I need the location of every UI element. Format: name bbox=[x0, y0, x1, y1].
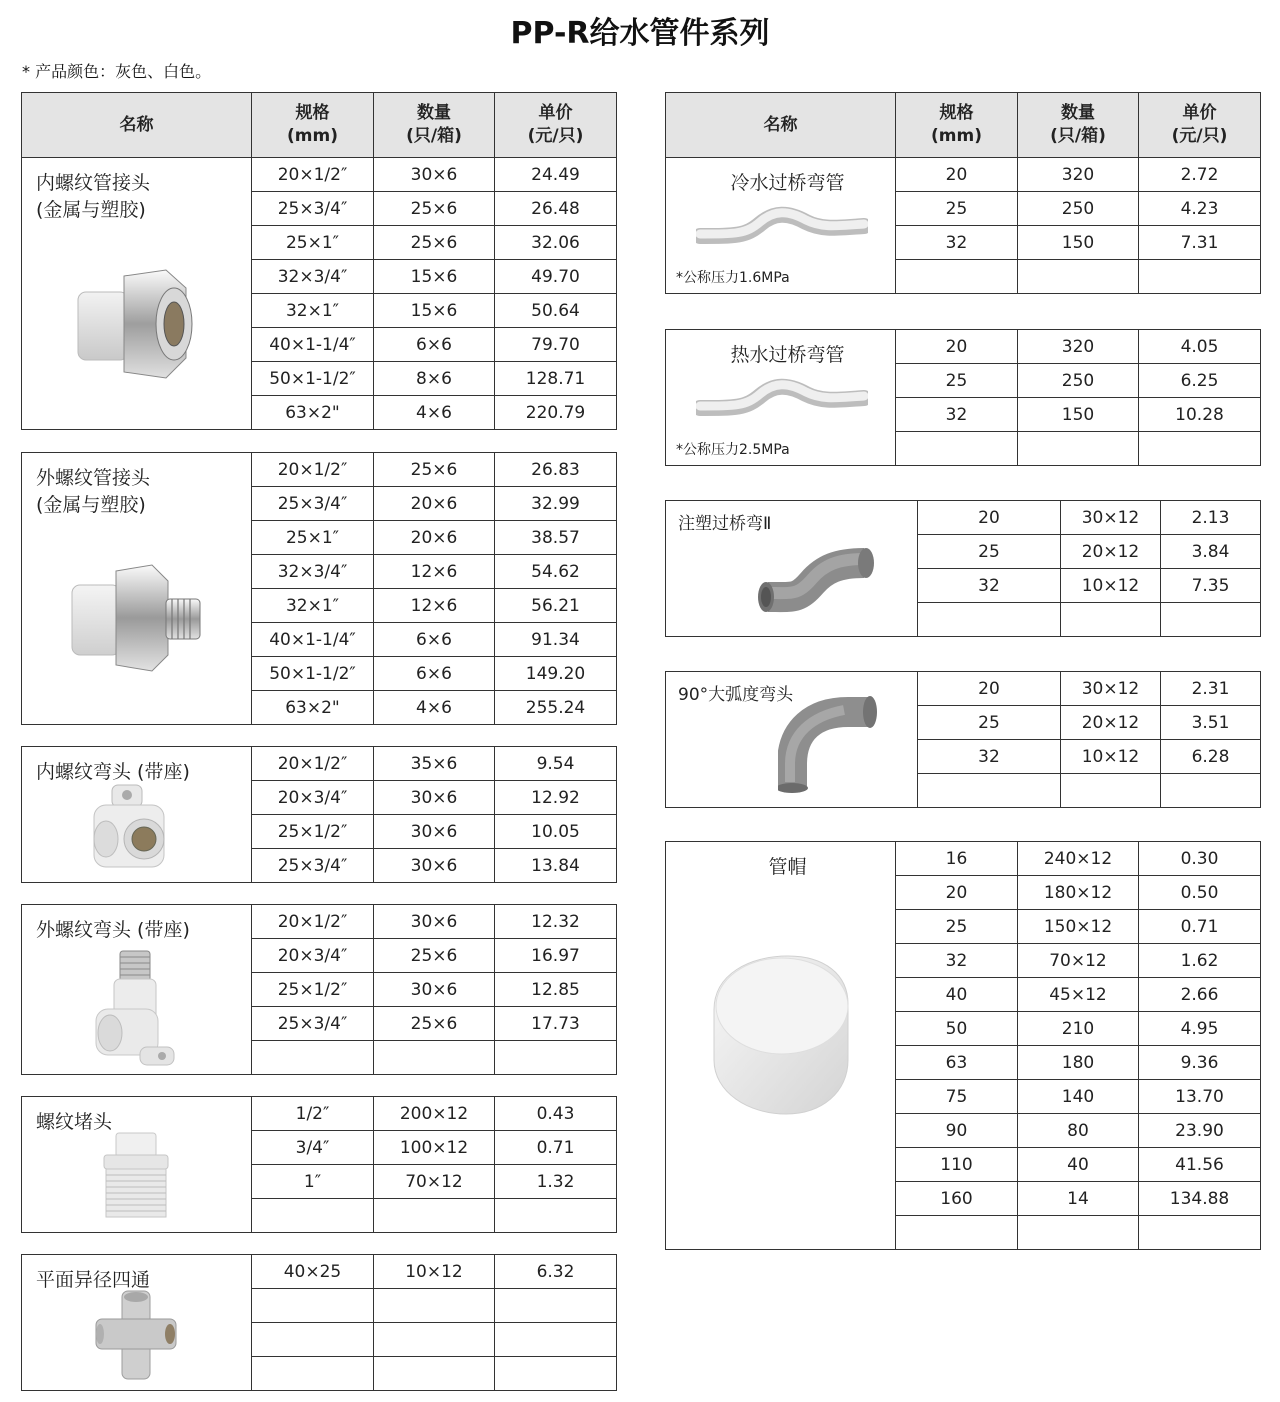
price-cell bbox=[1139, 1216, 1261, 1250]
table-row bbox=[22, 158, 617, 192]
product-table-female-elbow-seat bbox=[21, 746, 617, 883]
spec-cell: 25×3/4″ bbox=[252, 1007, 374, 1041]
price-cell: 38.57 bbox=[495, 521, 617, 555]
product-name: 内螺纹管接头 (金属与塑胶) bbox=[36, 172, 151, 221]
spec-cell: 16 bbox=[896, 842, 1018, 876]
table-row bbox=[22, 905, 617, 939]
qty-cell: 70×12 bbox=[374, 1165, 495, 1199]
product-name: 注塑过桥弯Ⅱ bbox=[678, 514, 772, 534]
spec-cell: 25 bbox=[896, 364, 1018, 398]
spec-cell: 40 bbox=[896, 978, 1018, 1012]
price-cell: 91.34 bbox=[495, 623, 617, 657]
price-cell: 12.32 bbox=[495, 905, 617, 939]
qty-cell: 30×6 bbox=[374, 815, 495, 849]
price-cell: 2.66 bbox=[1139, 978, 1261, 1012]
spec-cell: 25 bbox=[918, 706, 1061, 740]
header-table-left bbox=[21, 92, 617, 158]
qty-cell: 45×12 bbox=[1018, 978, 1139, 1012]
qty-cell: 30×6 bbox=[374, 849, 495, 883]
qty-cell: 200×12 bbox=[374, 1097, 495, 1131]
spec-cell: 20×1/2″ bbox=[252, 747, 374, 781]
spec-cell: 32×3/4″ bbox=[252, 260, 374, 294]
qty-cell: 150×12 bbox=[1018, 910, 1139, 944]
spec-cell: 25×3/4″ bbox=[252, 192, 374, 226]
qty-cell bbox=[374, 1199, 495, 1233]
spec-cell: 1/2″ bbox=[252, 1097, 374, 1131]
qty-cell bbox=[374, 1041, 495, 1075]
male-elbow-seat-image bbox=[90, 949, 180, 1069]
product-name: 平面异径四通 bbox=[36, 1269, 151, 1291]
table-row bbox=[666, 158, 1261, 192]
price-cell: 3.84 bbox=[1161, 535, 1261, 569]
qty-cell bbox=[1018, 432, 1139, 466]
price-cell: 50.64 bbox=[495, 294, 617, 328]
price-cell: 4.95 bbox=[1139, 1012, 1261, 1046]
product-name: 90°大弧度弯头 bbox=[678, 685, 794, 705]
spec-cell: 75 bbox=[896, 1080, 1018, 1114]
qty-cell: 30×6 bbox=[374, 158, 495, 192]
price-cell bbox=[495, 1199, 617, 1233]
price-cell: 255.24 bbox=[495, 691, 617, 725]
price-cell: 6.25 bbox=[1139, 364, 1261, 398]
qty-cell: 20×12 bbox=[1061, 706, 1161, 740]
qty-cell: 15×6 bbox=[374, 260, 495, 294]
qty-cell: 25×6 bbox=[374, 939, 495, 973]
table-row bbox=[666, 672, 1261, 706]
spec-cell: 20 bbox=[918, 672, 1061, 706]
qty-cell: 30×6 bbox=[374, 905, 495, 939]
price-cell: 32.99 bbox=[495, 487, 617, 521]
price-cell: 24.49 bbox=[495, 158, 617, 192]
product-table-cold-crossover bbox=[665, 157, 1261, 294]
qty-cell: 100×12 bbox=[374, 1131, 495, 1165]
price-cell: 0.43 bbox=[495, 1097, 617, 1131]
pressure-note: *公称压力1.6MPa bbox=[676, 270, 790, 286]
spec-cell bbox=[896, 432, 1018, 466]
qty-cell: 240×12 bbox=[1018, 842, 1139, 876]
spec-cell bbox=[896, 1216, 1018, 1250]
qty-cell: 210 bbox=[1018, 1012, 1139, 1046]
product-name: 外螺纹弯头 (带座) bbox=[36, 919, 190, 941]
spec-cell: 32×1″ bbox=[252, 589, 374, 623]
price-cell: 9.54 bbox=[495, 747, 617, 781]
spec-cell: 1″ bbox=[252, 1165, 374, 1199]
price-cell: 7.35 bbox=[1161, 569, 1261, 603]
price-cell: 9.36 bbox=[1139, 1046, 1261, 1080]
qty-cell: 30×6 bbox=[374, 781, 495, 815]
spec-cell: 50×1-1/2″ bbox=[252, 657, 374, 691]
qty-cell: 4×6 bbox=[374, 691, 495, 725]
price-cell bbox=[495, 1041, 617, 1075]
qty-cell: 25×6 bbox=[374, 453, 495, 487]
product-table-reducing-cross bbox=[21, 1254, 617, 1391]
qty-cell: 150 bbox=[1018, 226, 1139, 260]
price-cell: 10.28 bbox=[1139, 398, 1261, 432]
thread-plug-image bbox=[94, 1129, 178, 1221]
qty-cell: 25×6 bbox=[374, 226, 495, 260]
spec-cell: 20×1/2″ bbox=[252, 158, 374, 192]
spec-cell: 32 bbox=[896, 398, 1018, 432]
table-row bbox=[666, 501, 1261, 535]
spec-cell: 32 bbox=[896, 226, 1018, 260]
spec-cell: 110 bbox=[896, 1148, 1018, 1182]
molded-crossover-image bbox=[754, 547, 878, 615]
price-cell: 79.70 bbox=[495, 328, 617, 362]
pipe-cap-image bbox=[710, 952, 852, 1118]
qty-cell: 35×6 bbox=[374, 747, 495, 781]
qty-cell bbox=[1061, 603, 1161, 637]
price-cell bbox=[495, 1357, 617, 1391]
color-note: * 产品颜色：灰色、白色。 bbox=[22, 62, 212, 81]
spec-cell: 40×25 bbox=[252, 1255, 374, 1289]
price-cell bbox=[1139, 432, 1261, 466]
qty-cell: 12×6 bbox=[374, 555, 495, 589]
qty-cell: 4×6 bbox=[374, 396, 495, 430]
female-union-image bbox=[74, 266, 200, 384]
price-cell bbox=[1161, 603, 1261, 637]
qty-cell: 20×12 bbox=[1061, 535, 1161, 569]
product-name-cell bbox=[666, 158, 896, 294]
spec-cell: 3/4″ bbox=[252, 1131, 374, 1165]
table-row bbox=[666, 842, 1261, 876]
product-name: 管帽 bbox=[768, 856, 807, 878]
price-cell: 0.71 bbox=[1139, 910, 1261, 944]
price-cell: 7.31 bbox=[1139, 226, 1261, 260]
spec-cell: 25 bbox=[918, 535, 1061, 569]
price-cell: 2.13 bbox=[1161, 501, 1261, 535]
price-cell: 41.56 bbox=[1139, 1148, 1261, 1182]
product-name-cell bbox=[666, 330, 896, 466]
spec-cell: 25×3/4″ bbox=[252, 487, 374, 521]
cold-crossover-image bbox=[696, 202, 868, 248]
product-name: 热水过桥弯管 bbox=[730, 344, 845, 366]
spec-cell: 20 bbox=[896, 158, 1018, 192]
product-name-cell bbox=[22, 158, 252, 430]
spec-cell: 20×1/2″ bbox=[252, 905, 374, 939]
spec-cell: 32 bbox=[896, 944, 1018, 978]
header-spec: 规格 (mm) bbox=[252, 93, 374, 158]
qty-cell bbox=[374, 1323, 495, 1357]
qty-cell: 10×12 bbox=[374, 1255, 495, 1289]
qty-cell: 320 bbox=[1018, 330, 1139, 364]
qty-cell: 10×12 bbox=[1061, 740, 1161, 774]
spec-cell bbox=[252, 1289, 374, 1323]
qty-cell bbox=[1061, 774, 1161, 808]
spec-cell: 32×1″ bbox=[252, 294, 374, 328]
price-cell: 12.92 bbox=[495, 781, 617, 815]
product-table-molded-crossover bbox=[665, 500, 1261, 637]
product-name-cell bbox=[22, 1255, 252, 1391]
price-cell: 10.05 bbox=[495, 815, 617, 849]
reducing-cross-image bbox=[92, 1289, 180, 1381]
male-union-image bbox=[68, 563, 204, 673]
product-table-long-radius-elbow bbox=[665, 671, 1261, 808]
price-cell: 16.97 bbox=[495, 939, 617, 973]
spec-cell: 20 bbox=[896, 330, 1018, 364]
qty-cell: 20×6 bbox=[374, 521, 495, 555]
spec-cell: 20×1/2″ bbox=[252, 453, 374, 487]
qty-cell: 30×12 bbox=[1061, 672, 1161, 706]
qty-cell: 10×12 bbox=[1061, 569, 1161, 603]
price-cell: 13.70 bbox=[1139, 1080, 1261, 1114]
qty-cell: 6×6 bbox=[374, 623, 495, 657]
spec-cell: 32 bbox=[918, 740, 1061, 774]
spec-cell: 50 bbox=[896, 1012, 1018, 1046]
price-cell: 12.85 bbox=[495, 973, 617, 1007]
spec-cell: 25×1/2″ bbox=[252, 815, 374, 849]
price-cell: 128.71 bbox=[495, 362, 617, 396]
qty-cell: 14 bbox=[1018, 1182, 1139, 1216]
long-radius-elbow-image bbox=[778, 694, 878, 794]
product-table-male-elbow-seat bbox=[21, 904, 617, 1075]
price-cell: 2.72 bbox=[1139, 158, 1261, 192]
qty-cell: 180 bbox=[1018, 1046, 1139, 1080]
price-cell: 23.90 bbox=[1139, 1114, 1261, 1148]
price-cell: 0.30 bbox=[1139, 842, 1261, 876]
price-cell: 13.84 bbox=[495, 849, 617, 883]
price-cell bbox=[1161, 774, 1261, 808]
price-cell: 6.28 bbox=[1161, 740, 1261, 774]
qty-cell bbox=[1018, 260, 1139, 294]
spec-cell: 63×2" bbox=[252, 691, 374, 725]
spec-cell: 25×1″ bbox=[252, 521, 374, 555]
spec-cell: 50×1-1/2″ bbox=[252, 362, 374, 396]
spec-cell: 25×3/4″ bbox=[252, 849, 374, 883]
qty-cell: 25×6 bbox=[374, 192, 495, 226]
spec-cell: 160 bbox=[896, 1182, 1018, 1216]
spec-cell bbox=[918, 603, 1061, 637]
spec-cell bbox=[252, 1041, 374, 1075]
price-cell: 4.05 bbox=[1139, 330, 1261, 364]
qty-cell: 6×6 bbox=[374, 328, 495, 362]
table-row bbox=[666, 330, 1261, 364]
table-row bbox=[22, 453, 617, 487]
spec-cell: 25×1/2″ bbox=[252, 973, 374, 1007]
qty-cell: 30×6 bbox=[374, 973, 495, 1007]
product-name: 螺纹堵头 bbox=[36, 1111, 113, 1133]
spec-cell bbox=[252, 1357, 374, 1391]
price-cell: 56.21 bbox=[495, 589, 617, 623]
product-name-cell bbox=[22, 453, 252, 725]
qty-cell: 250 bbox=[1018, 192, 1139, 226]
product-name: 冷水过桥弯管 bbox=[730, 172, 845, 194]
spec-cell bbox=[918, 774, 1061, 808]
product-name: 内螺纹弯头 (带座) bbox=[36, 761, 190, 783]
price-cell: 134.88 bbox=[1139, 1182, 1261, 1216]
qty-cell: 25×6 bbox=[374, 1007, 495, 1041]
product-name-cell bbox=[22, 1097, 252, 1233]
qty-cell: 8×6 bbox=[374, 362, 495, 396]
spec-cell: 63×2" bbox=[252, 396, 374, 430]
price-cell: 1.32 bbox=[495, 1165, 617, 1199]
qty-cell: 150 bbox=[1018, 398, 1139, 432]
table-row bbox=[22, 1097, 617, 1131]
header-name: 名称 bbox=[666, 93, 896, 158]
spec-cell bbox=[896, 260, 1018, 294]
header-name: 名称 bbox=[22, 93, 252, 158]
spec-cell: 20×3/4″ bbox=[252, 939, 374, 973]
header-price: 单价 (元/只) bbox=[1139, 93, 1261, 158]
header-qty: 数量 (只/箱) bbox=[1018, 93, 1139, 158]
female-elbow-seat-image bbox=[84, 783, 176, 875]
spec-cell: 32×3/4″ bbox=[252, 555, 374, 589]
hot-crossover-image bbox=[696, 374, 868, 420]
table-row bbox=[22, 747, 617, 781]
product-name: 外螺纹管接头 (金属与塑胶) bbox=[36, 467, 151, 516]
product-name-cell bbox=[666, 501, 918, 637]
spec-cell: 20 bbox=[918, 501, 1061, 535]
product-table-thread-plug bbox=[21, 1096, 617, 1233]
price-cell: 2.31 bbox=[1161, 672, 1261, 706]
qty-cell: 12×6 bbox=[374, 589, 495, 623]
qty-cell: 80 bbox=[1018, 1114, 1139, 1148]
qty-cell: 180×12 bbox=[1018, 876, 1139, 910]
spec-cell: 40×1-1/4″ bbox=[252, 328, 374, 362]
price-cell: 1.62 bbox=[1139, 944, 1261, 978]
qty-cell: 40 bbox=[1018, 1148, 1139, 1182]
spec-cell: 25 bbox=[896, 192, 1018, 226]
price-cell bbox=[495, 1289, 617, 1323]
product-name-cell bbox=[22, 905, 252, 1075]
price-cell: 54.62 bbox=[495, 555, 617, 589]
spec-cell: 20 bbox=[896, 876, 1018, 910]
product-table-female-union bbox=[21, 157, 617, 430]
price-cell: 17.73 bbox=[495, 1007, 617, 1041]
header-spec: 规格 (mm) bbox=[896, 93, 1018, 158]
product-table-pipe-cap bbox=[665, 841, 1261, 1250]
qty-cell: 15×6 bbox=[374, 294, 495, 328]
table-row bbox=[22, 1255, 617, 1289]
header-price: 单价 (元/只) bbox=[495, 93, 617, 158]
spec-cell bbox=[252, 1323, 374, 1357]
qty-cell: 30×12 bbox=[1061, 501, 1161, 535]
qty-cell: 6×6 bbox=[374, 657, 495, 691]
pressure-note: *公称压力2.5MPa bbox=[676, 442, 790, 458]
qty-cell: 140 bbox=[1018, 1080, 1139, 1114]
spec-cell: 25×1″ bbox=[252, 226, 374, 260]
qty-cell: 20×6 bbox=[374, 487, 495, 521]
product-name-cell bbox=[22, 747, 252, 883]
spec-cell bbox=[252, 1199, 374, 1233]
page-title: PP-R给水管件系列 bbox=[510, 16, 770, 51]
spec-cell: 32 bbox=[918, 569, 1061, 603]
price-cell: 149.20 bbox=[495, 657, 617, 691]
price-cell: 32.06 bbox=[495, 226, 617, 260]
header-table-right bbox=[665, 92, 1261, 158]
spec-cell: 40×1-1/4″ bbox=[252, 623, 374, 657]
price-cell: 26.83 bbox=[495, 453, 617, 487]
price-cell: 49.70 bbox=[495, 260, 617, 294]
product-table-male-union bbox=[21, 452, 617, 725]
header-qty: 数量 (只/箱) bbox=[374, 93, 495, 158]
price-cell bbox=[495, 1323, 617, 1357]
qty-cell: 70×12 bbox=[1018, 944, 1139, 978]
spec-cell: 90 bbox=[896, 1114, 1018, 1148]
product-name-cell bbox=[666, 842, 896, 1250]
spec-cell: 63 bbox=[896, 1046, 1018, 1080]
price-cell: 0.71 bbox=[495, 1131, 617, 1165]
price-cell bbox=[1139, 260, 1261, 294]
price-cell: 6.32 bbox=[495, 1255, 617, 1289]
product-name-cell bbox=[666, 672, 918, 808]
qty-cell bbox=[374, 1289, 495, 1323]
qty-cell: 250 bbox=[1018, 364, 1139, 398]
price-cell: 26.48 bbox=[495, 192, 617, 226]
price-cell: 4.23 bbox=[1139, 192, 1261, 226]
qty-cell bbox=[1018, 1216, 1139, 1250]
price-cell: 220.79 bbox=[495, 396, 617, 430]
qty-cell bbox=[374, 1357, 495, 1391]
spec-cell: 20×3/4″ bbox=[252, 781, 374, 815]
qty-cell: 320 bbox=[1018, 158, 1139, 192]
spec-cell: 25 bbox=[896, 910, 1018, 944]
product-table-hot-crossover bbox=[665, 329, 1261, 466]
price-cell: 3.51 bbox=[1161, 706, 1261, 740]
price-cell: 0.50 bbox=[1139, 876, 1261, 910]
